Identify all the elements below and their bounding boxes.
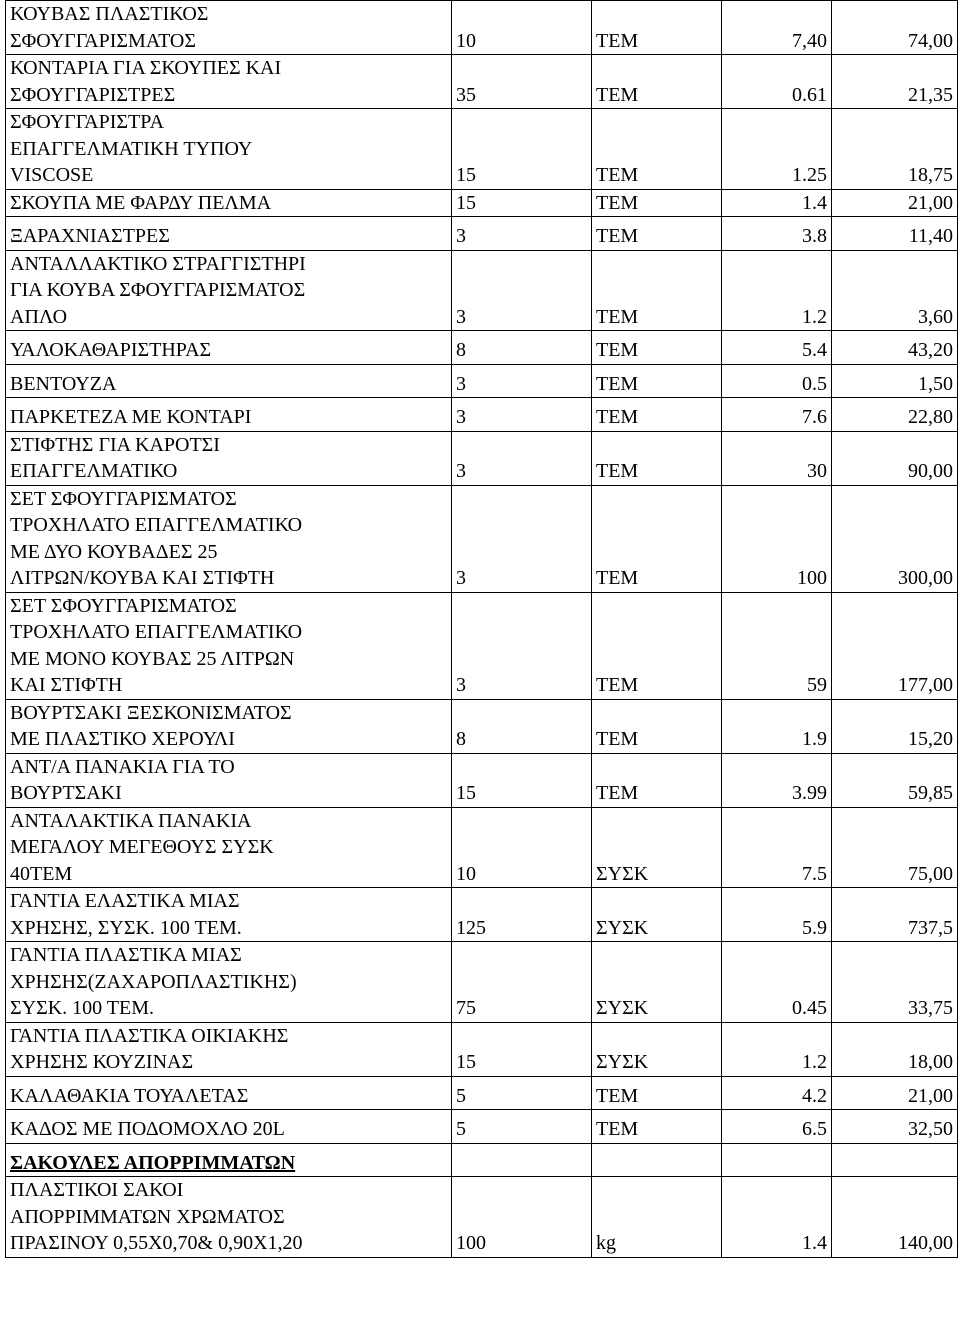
item-description-cell — [6, 888, 452, 942]
item-description-cell — [6, 109, 452, 190]
item-description-line: ΑΠΛΟ — [10, 305, 68, 328]
item-description-line: ΤΡΟΧΗΛΑΤΟ ΕΠΑΓΓΕΛΜΑΤΙΚΟ — [10, 621, 303, 643]
total-cell: 737,5 — [832, 888, 958, 942]
total-cell: 3,60 — [832, 250, 958, 331]
quantity-cell: 10 — [452, 1, 592, 55]
unit-cell: ΤΕΜ — [592, 364, 722, 398]
unit-cell: ΤΕΜ — [592, 331, 722, 365]
table-row — [6, 942, 958, 1023]
quantity-cell: 3 — [452, 485, 592, 592]
quantity-cell: 8 — [452, 331, 592, 365]
unit-cell: ΤΕΜ — [592, 1110, 722, 1144]
item-description-line: ΠΑΡΚΕΤΕΖΑ ΜΕ ΚΟΝΤΑΡΙ — [10, 406, 252, 428]
unit-price-cell: 5.9 — [722, 888, 832, 942]
quantity-cell: 3 — [452, 250, 592, 331]
item-description-line: ΑΝΤ/Α ΠΑΝΑΚΙΑ ΓΙΑ ΤΟ — [10, 755, 235, 778]
item-description-line: ΜΕ ΔΥΟ ΚΟΥΒΑΔΕΣ 25 — [10, 540, 218, 563]
price-table — [5, 0, 958, 1258]
unit-price-cell: 7,40 — [722, 1, 832, 55]
total-cell: 21,35 — [832, 55, 958, 109]
unit-cell: ΤΕΜ — [592, 699, 722, 753]
quantity-cell: 8 — [452, 699, 592, 753]
item-description-line: ΑΠΟΡΡΙΜΜΑΤΩΝ ΧΡΩΜΑΤΟΣ — [10, 1205, 285, 1228]
total-cell: 90,00 — [832, 431, 958, 485]
item-description-cell — [6, 1, 452, 55]
unit-cell: ΤΕΜ — [592, 431, 722, 485]
item-description-line: ΠΡΑΣΙΝΟΥ 0,55Χ0,70& 0,90Χ1,20 — [10, 1232, 303, 1254]
quantity-cell: 125 — [452, 888, 592, 942]
quantity-cell: 3 — [452, 364, 592, 398]
quantity-cell: 15 — [452, 1022, 592, 1076]
total-cell: 140,00 — [832, 1177, 958, 1258]
section-heading-row — [6, 1143, 958, 1177]
item-description-cell — [6, 189, 452, 217]
unit-price-cell: 0.61 — [722, 55, 832, 109]
unit-cell: ΣΥΣΚ — [592, 888, 722, 942]
total-cell: 33,75 — [832, 942, 958, 1023]
quantity-cell: 100 — [452, 1177, 592, 1258]
unit-cell: ΤΕΜ — [592, 753, 722, 807]
item-description-line: ΣΦΟΥΓΓΑΡΙΣΤΡΑ — [10, 111, 165, 133]
unit-price-cell: 1.9 — [722, 699, 832, 753]
item-description-line: ΒΕΝΤΟΥΖΑ — [10, 372, 117, 395]
total-cell: 177,00 — [832, 592, 958, 699]
unit-cell: ΤΕΜ — [592, 1, 722, 55]
table-row — [6, 55, 958, 109]
unit-cell: ΤΕΜ — [592, 485, 722, 592]
unit-price-cell: 1.2 — [722, 1022, 832, 1076]
item-description-cell — [6, 592, 452, 699]
item-description-cell — [6, 217, 452, 251]
unit-price-cell: 3.99 — [722, 753, 832, 807]
item-description-line: ΣΤΙΦΤΗΣ ΓΙΑ ΚΑΡΟΤΣΙ — [10, 433, 220, 456]
item-description-line: ΒΟΥΡΤΣΑΚΙ — [10, 782, 122, 804]
item-description-cell — [6, 942, 452, 1023]
total-cell: 32,50 — [832, 1110, 958, 1144]
table-row — [6, 217, 958, 251]
item-description-cell — [6, 699, 452, 753]
item-description-cell — [6, 431, 452, 485]
unit-cell — [592, 1143, 722, 1177]
total-cell: 59,85 — [832, 753, 958, 807]
table-row — [6, 485, 958, 592]
unit-cell: ΤΕΜ — [592, 55, 722, 109]
total-cell: 18,00 — [832, 1022, 958, 1076]
item-description-line: ΓΙΑ ΚΟΥΒΑ ΣΦΟΥΓΓΑΡΙΣΜΑΤΟΣ — [10, 279, 306, 301]
item-description-cell — [6, 753, 452, 807]
quantity-cell — [452, 1143, 592, 1177]
table-row — [6, 1022, 958, 1076]
unit-price-cell: 100 — [722, 485, 832, 592]
unit-price-cell: 0.45 — [722, 942, 832, 1023]
item-description-line: ΜΕ ΠΛΑΣΤΙΚΟ ΧΕΡΟΥΛΙ — [10, 728, 235, 750]
unit-price-cell: 1.25 — [722, 109, 832, 190]
quantity-cell: 15 — [452, 753, 592, 807]
total-cell: 1,50 — [832, 364, 958, 398]
total-cell: 15,20 — [832, 699, 958, 753]
item-description-line: ΓΑΝΤΙΑ ΕΛΑΣΤΙΚΑ ΜΙΑΣ — [10, 890, 240, 912]
total-cell — [832, 1143, 958, 1177]
quantity-cell: 75 — [452, 942, 592, 1023]
unit-price-cell: 1.2 — [722, 250, 832, 331]
unit-price-cell: 1.4 — [722, 1177, 832, 1258]
item-description-line: ΚΟΝΤΑΡΙΑ ΓΙΑ ΣΚΟΥΠΕΣ ΚΑΙ — [10, 57, 282, 79]
item-description-line: ΓΑΝΤΙΑ ΠΛΑΣΤΙΚΑ ΜΙΑΣ — [10, 944, 242, 966]
item-description-line: ΛΙΤΡΩΝ/ΚΟΥΒΑ ΚΑΙ ΣΤΙΦΤΗ — [10, 567, 275, 589]
table-row — [6, 753, 958, 807]
quantity-cell: 3 — [452, 217, 592, 251]
unit-cell: ΤΕΜ — [592, 592, 722, 699]
item-description-line: ΣΕΤ ΣΦΟΥΓΓΑΡΙΣΜΑΤΟΣ — [10, 487, 237, 510]
unit-cell: ΤΕΜ — [592, 1076, 722, 1110]
item-description-cell — [6, 55, 452, 109]
item-description-line: ΚΟΥΒΑΣ ΠΛΑΣΤΙΚΟΣ — [10, 3, 209, 25]
table-row — [6, 331, 958, 365]
total-cell: 75,00 — [832, 807, 958, 888]
quantity-cell: 5 — [452, 1076, 592, 1110]
table-row — [6, 807, 958, 888]
table-row — [6, 1177, 958, 1258]
quantity-cell: 3 — [452, 398, 592, 432]
item-description-line: ΕΠΑΓΓΕΛΜΑΤΙΚΗ ΤΥΠΟΥ — [10, 137, 253, 160]
item-description-line: ΣΑΚΟΥΛΕΣ ΑΠΟΡΡΙΜΜΑΤΩΝ — [10, 1151, 296, 1174]
total-cell: 74,00 — [832, 1, 958, 55]
item-description-line: 40ΤΕΜ — [10, 862, 73, 885]
quantity-cell: 10 — [452, 807, 592, 888]
item-description-line: ΓΑΝΤΙΑ ΠΛΑΣΤΙΚΑ ΟΙΚΙΑΚΗΣ — [10, 1024, 289, 1047]
unit-price-cell: 7.6 — [722, 398, 832, 432]
unit-cell: ΣΥΣΚ — [592, 1022, 722, 1076]
table-row — [6, 189, 958, 217]
quantity-cell: 3 — [452, 431, 592, 485]
item-description-line: ΒΟΥΡΤΣΑΚΙ ΞΕΣΚΟΝΙΣΜΑΤΟΣ — [10, 701, 292, 724]
quantity-cell: 35 — [452, 55, 592, 109]
item-description-line: ΚΑΙ ΣΤΙΦΤΗ — [10, 674, 123, 696]
total-cell: 43,20 — [832, 331, 958, 365]
item-description-cell — [6, 1110, 452, 1144]
quantity-cell: 3 — [452, 592, 592, 699]
item-description-cell — [6, 398, 452, 432]
item-description-cell — [6, 1177, 452, 1258]
item-description-line: ΣΚΟΥΠΑ ΜΕ ΦΑΡΔΥ ΠΕΛΜΑ — [10, 191, 272, 214]
table-row — [6, 699, 958, 753]
table-row — [6, 592, 958, 699]
item-description-line: ΑΝΤΑΛΛΑΚΤΙΚΟ ΣΤΡΑΓΓΙΣΤΗΡΙ — [10, 252, 306, 275]
item-description-cell — [6, 364, 452, 398]
table-row — [6, 250, 958, 331]
item-description-line: ΣΦΟΥΓΓΑΡΙΣΜΑΤΟΣ — [10, 29, 197, 52]
item-description-line: ΧΡΗΣΗΣ ΚΟΥΖΙΝΑΣ — [10, 1051, 194, 1073]
unit-price-cell: 0.5 — [722, 364, 832, 398]
price-table-body — [6, 1, 958, 1258]
unit-price-cell: 59 — [722, 592, 832, 699]
unit-price-cell: 5.4 — [722, 331, 832, 365]
total-cell: 18,75 — [832, 109, 958, 190]
item-description-line: ΤΡΟΧΗΛΑΤΟ ΕΠΑΓΓΕΛΜΑΤΙΚΟ — [10, 514, 303, 536]
table-row — [6, 431, 958, 485]
unit-cell: kg — [592, 1177, 722, 1258]
unit-price-cell: 1.4 — [722, 189, 832, 217]
item-description-cell — [6, 1143, 452, 1177]
item-description-line: ΜΕΓΑΛΟΥ ΜΕΓΕΘΟΥΣ ΣΥΣΚ — [10, 836, 274, 858]
table-row — [6, 1110, 958, 1144]
table-row — [6, 1, 958, 55]
unit-cell: ΣΥΣΚ — [592, 807, 722, 888]
unit-cell: ΤΕΜ — [592, 217, 722, 251]
total-cell: 300,00 — [832, 485, 958, 592]
table-row — [6, 888, 958, 942]
item-description-line: ΣΦΟΥΓΓΑΡΙΣΤΡΕΣ — [10, 83, 176, 106]
item-description-line: VISCOSE — [10, 164, 94, 186]
unit-price-cell — [722, 1143, 832, 1177]
unit-cell: ΤΕΜ — [592, 398, 722, 432]
item-description-line: ΜΕ ΜΟΝΟ ΚΟΥΒΑΣ 25 ΛΙΤΡΩΝ — [10, 647, 295, 670]
unit-price-cell: 30 — [722, 431, 832, 485]
unit-price-cell: 3.8 — [722, 217, 832, 251]
quantity-cell: 5 — [452, 1110, 592, 1144]
item-description-line: ΧΡΗΣΗΣ, ΣΥΣΚ. 100 ΤΕΜ. — [10, 916, 242, 939]
quantity-cell: 15 — [452, 189, 592, 217]
unit-cell: ΤΕΜ — [592, 189, 722, 217]
item-description-line: ΣΕΤ ΣΦΟΥΓΓΑΡΙΣΜΑΤΟΣ — [10, 594, 237, 617]
item-description-line: ΚΑΛΑΘΑΚΙΑ ΤΟΥΑΛΕΤΑΣ — [10, 1084, 249, 1107]
table-row — [6, 1076, 958, 1110]
total-cell: 11,40 — [832, 217, 958, 251]
item-description-line: ΠΛΑΣΤΙΚΟΙ ΣΑΚΟΙ — [10, 1179, 184, 1201]
item-description-cell — [6, 250, 452, 331]
item-description-line: ΕΠΑΓΓΕΛΜΑΤΙΚΟ — [10, 460, 178, 482]
table-row — [6, 398, 958, 432]
unit-price-cell: 4.2 — [722, 1076, 832, 1110]
quantity-cell: 15 — [452, 109, 592, 190]
item-description-cell — [6, 1022, 452, 1076]
item-description-cell — [6, 485, 452, 592]
item-description-cell — [6, 331, 452, 365]
unit-cell: ΤΕΜ — [592, 109, 722, 190]
item-description-line: ΚΑΔΟΣ ΜΕ ΠΟΔΟΜΟΧΛΟ 20L — [10, 1118, 285, 1140]
table-row — [6, 109, 958, 190]
unit-cell: ΣΥΣΚ — [592, 942, 722, 1023]
item-description-cell — [6, 1076, 452, 1110]
unit-cell: ΤΕΜ — [592, 250, 722, 331]
unit-price-cell: 6.5 — [722, 1110, 832, 1144]
unit-price-cell: 7.5 — [722, 807, 832, 888]
item-description-line: ΞΑΡΑΧΝΙΑΣΤΡΕΣ — [10, 225, 170, 247]
total-cell: 21,00 — [832, 189, 958, 217]
item-description-line: ΥΑΛΟΚΑΘΑΡΙΣΤΗΡΑΣ — [10, 339, 212, 361]
item-description-line: ΧΡΗΣΗΣ(ΖΑΧΑΡΟΠΛΑΣΤΙΚΗΣ) — [10, 970, 297, 993]
total-cell: 22,80 — [832, 398, 958, 432]
item-description-line: ΣΥΣΚ. 100 ΤΕΜ. — [10, 997, 155, 1019]
table-row — [6, 364, 958, 398]
item-description-line: ΑΝΤΑΛΑΚΤΙΚΑ ΠΑΝΑΚΙΑ — [10, 809, 252, 832]
item-description-cell — [6, 807, 452, 888]
total-cell: 21,00 — [832, 1076, 958, 1110]
